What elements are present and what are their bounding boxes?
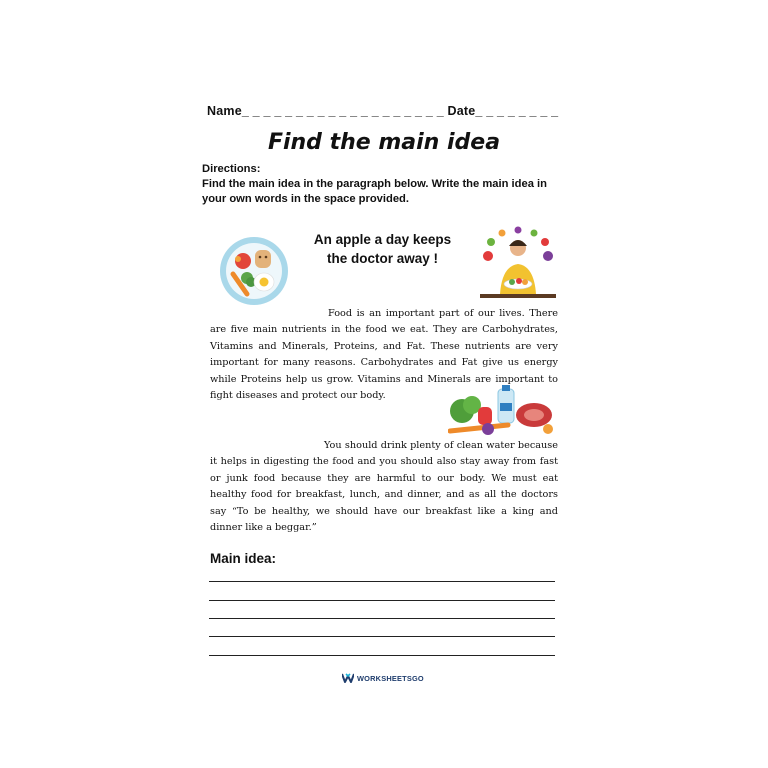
food-plate-icon [219,236,289,306]
story-heading-line-1: An apple a day keeps [313,232,452,247]
answer-line-4[interactable] [209,636,555,637]
person-with-fruits-icon [478,226,558,302]
worksheetsgo-mark-icon [342,673,354,683]
name-date-line: Name_ _ _ _ _ _ _ _ _ _ _ _ _ _ _ _ _ _ _ Date_ _ _ _ _ _ _ _ [207,104,559,118]
logo-go: GO [411,673,424,683]
worksheetsgo-logo [342,672,424,684]
paragraph-1: Food is an important part of our lives. There are five main nutrients in the food we eat. They are Carbohydrates, Vitamins and Minerals, Proteins, and Fat. These nutrients are very important for many reasons. Carbohydrates and Fat give us energy while Proteins help us grow. Vitamins and Minerals are important to fight diseases and protect our body. [210,308,558,402]
answer-line-2[interactable] [209,600,555,601]
answer-line-5[interactable] [209,655,555,656]
worksheet-title: Find the main idea [267,130,501,155]
directions-label: Directions: [202,163,261,175]
logo-worksheets: WORKSHEETS [357,673,412,683]
logo-text [357,674,424,683]
main-idea-label: Main idea: [210,551,277,566]
paragraph-2: You should drink plenty of clean water because it helps in digesting the food and you should also stay away from fast or junk food because they are harmful to our body. We must eat healthy food for breakfast, lunch, and dinner, and as all the doctors say “To be healthy, we should have our breakfast like a king and dinner like a beggar.” [210,440,558,534]
groceries-icon [448,385,558,437]
story-heading-line-2: the doctor away ! [326,251,439,266]
answer-line-3[interactable] [209,618,555,619]
answer-line-1[interactable] [209,581,555,582]
story-heading [300,230,465,268]
directions-block [202,162,572,207]
directions-text: Find the main idea in the paragraph below. Write the main idea in your own words in the space provided. [202,178,547,205]
